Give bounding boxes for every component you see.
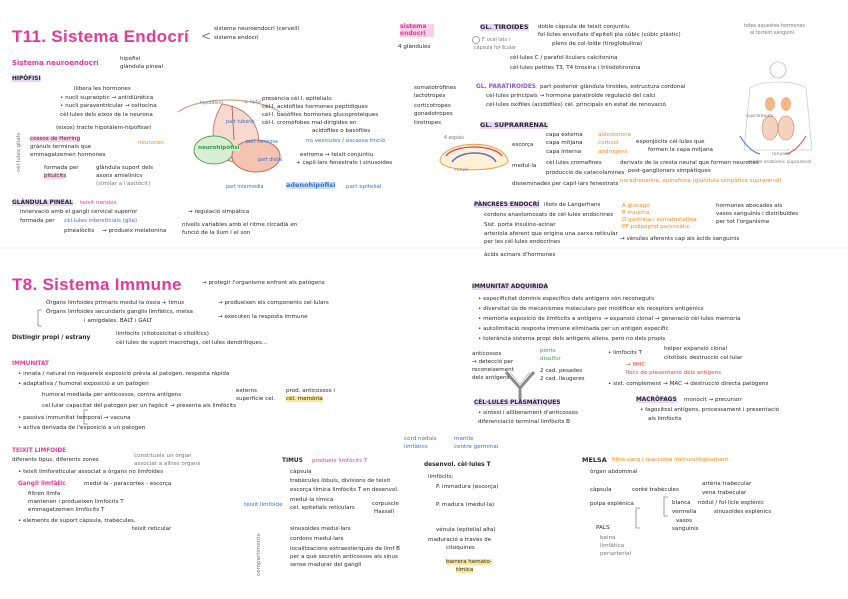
hipo-text-2: • nucli supraòptic → antidiürètica [60,95,154,101]
paratiroides-label: GL. PARATIROIDES [476,84,536,90]
organs-secundaris-2: i amígdales, BALT i GALT [84,318,153,324]
desenvol-4: vénula (epitelial alta) [436,527,496,533]
timus-4c: corpuscle [372,501,399,507]
immunitat-3: humoral mediada per anticossos, contra antígens [42,392,182,398]
panc-text-6: PP polipèptid pancreàtic [622,224,690,230]
immunitat-3d: prod. anticossos i [286,388,335,394]
supra-text-3: capa mitjana [546,140,583,146]
timus-7: localitzacions extraestèriques de limf B [290,546,400,552]
tiroide-text-3: plens de col·loide (tiroglobulina) [552,41,643,47]
adquirida-1: • especificitat dominis específics dels antígens són reconeguts [478,296,654,302]
anticossos-4: dels antígens [472,375,510,381]
pineal-text-3: pinealòcits [64,228,95,234]
adeno-part-label: part epitelial [346,184,382,190]
distingir-label: Distingir propi / estrany [12,335,91,341]
adeno-text-3: cèl·l. basòfiles hormones glucoproteiques [262,112,379,118]
adeno-text-8: + capil·lars fenestrats i sinusoides [296,160,393,166]
tiroide-label: GL. TIROIDES [480,23,529,31]
immunitat-4: cel·lular capacitat del patogen per un fagòcit → presenta als limfòcits [42,403,237,409]
mhc-label: → MHC [626,362,646,368]
desenvol-label: desenvol. cèl·lules T [424,462,491,468]
supra-text-8: cèl·lules cromafines [546,160,602,166]
gangli-3: mantenen i produeixen limfòcits T [28,499,124,505]
neuro-sub1: hipòfisi [120,56,141,62]
adeno-text-7: estroma → teixit conjuntiu [300,152,374,158]
limf-citotoxic: citotòxic destrucció cel·lular [664,355,743,361]
desenvol-2: P. immadura (escorça) [436,484,499,490]
macrofags-label: MACRÒFAGS [636,397,677,403]
hipo-text-4: cèl·lules dels eixos de la neurona [60,112,153,118]
anticossos-3: reconeixement [472,367,514,373]
organs-primaris: Òrgans limfoides primaris medul·la òssia + timus [46,300,185,306]
supra-text-6: formen la capa mitjana [648,147,713,153]
suprarenal-label: GL. SUPRARRENAL [480,121,549,129]
timus-8: per a què secretin anticossos als sinus [290,554,399,560]
limf-helper: helper expansió clonal [664,346,728,352]
desenvol-7: barrera hemato- [446,559,492,565]
gangli-1: medul·la - paracòrtex - escorça [84,481,172,487]
melsa-2b: conté trabècules [632,487,679,493]
tiroide-text-4: F. ocel·lats i [482,38,510,43]
body-figure-illustration [740,62,812,154]
fig-label-ronyo: ronyó [455,168,469,173]
tiroide-text-2: fol·licles envoltats d'epiteli pla cúbic (cúbic plàstic) [538,32,681,38]
melsa-2d: vena trabecular [702,490,747,496]
para-text-2: cèl·lules principals → hormona paratiroide regulació del calci [486,93,656,99]
pineal-text-5: funció de la llum i el son [182,230,251,236]
antibody-illustration [506,372,534,402]
neuro-label: Sistema neuroendocrí [12,59,99,67]
organs-primaris-role: → produeixen els components cel·lulars [218,300,329,306]
t11-title-brace: < [201,29,212,43]
img-label-part-intermedia: part intermèdia [226,185,264,190]
adenohipofisi-label: adenohipòfisi [286,181,336,189]
panc-text-9: per tot l'organisme [716,219,770,225]
plasmatiques-2: diferenciació terminal limfòcits B [478,419,571,425]
melsa-3e: sinusoides esplènics [714,509,772,515]
img-label-part-nerviosa: part nerviosa [246,140,278,145]
t11-title: T11. Sistema Endocrí [12,27,190,46]
thyroid-illustration [473,37,480,44]
timus-2: trabècules lòbuls, divisions de teixit [290,478,391,484]
fig-label-ronyons: ronyons [772,152,791,157]
para-text-1: part posterior glàndula tiroides, estructura cordonal [540,84,686,90]
side-compartiments: compartiments [256,533,262,576]
anticossos-2: → detecció per [472,359,514,365]
timus-4: medul·la tímica [290,497,334,503]
supra-text-10: post-ganglionars simpàtiques [628,168,711,174]
mantle: mantle [454,436,474,442]
hormone-3: corticotropes [414,103,451,109]
teixit-limfoide-1: diferents tipus, diferents zones [12,457,99,463]
sist-complement: • sist. complement → MAC → destrucció directa patògens [608,381,769,387]
panc-text-5: D gastrina / somatostatina [622,217,697,223]
timus-sub: produeix limfòcits T [312,458,368,464]
adquirida-3: • memòria exposició de limfòcits a antígens → expansió clonal → generació cèl·lules memòria [478,316,741,322]
fig-top-1: totes aquestes hormones [744,24,805,29]
img-label-part-tuberal: part tuberal [226,120,255,125]
hipo-text-5: (eixos) tracte hipotàlem-hipofisari [56,125,151,131]
hipo-text-1: llibera les hormones [74,86,131,92]
centre-germinal: centre germinal [454,444,499,450]
panc-text-13: → vénules aferents cap als àcids sanguinis [620,236,740,242]
melsa-pals: PALS [596,525,610,531]
melsa-3d: vermella [672,509,697,515]
organs-secundaris: Òrgans limfoides secundaris ganglis limfàtics, melsa [46,309,193,315]
hipo-text-11: glàndula suport dels [96,165,154,171]
melsa-3f: vasos [676,518,692,524]
immunitat-6: • activa derivada de l'exposició a un patogen [18,425,146,431]
melsa-3b: blanca [672,500,691,506]
adquirida-2: • diversitat ús de mecanismes moleculars per modificar els receptors antigènics [478,306,704,312]
supra-text-4b: androgens [598,149,628,155]
tiroide-text-6: cèl·lules C / parafol·liculars calcitonina [510,55,618,61]
immunitat-5: • passiva immunitat temporal → vacuna [18,415,131,421]
desenvol-5: maduració a través de [428,537,492,543]
melsa-3: polpa esplènica [590,501,634,507]
melsa-2: càpsula [590,487,612,493]
teixit-limfoide-1c: associat a altres òrgans [134,461,201,467]
hormone-5: tirotropes [414,120,442,126]
gangli-6: teixit reticular [132,526,172,532]
immunitat-3e: cèl. memòria [286,396,323,402]
pineal-text-2b: cèl·lules intersticials (glia) [64,218,138,224]
panc-text-8: vasos sanguinis i distribuïdes [716,211,799,217]
timus-9: sense madurar del gangli [290,562,362,568]
hipofisi-label: HIPÒFISI [12,76,41,82]
t11-glandules: 4 glàndules [398,44,431,50]
t8-title: T8. Sistema Immune [12,275,182,294]
timus-5: sinusoides medul·lars [290,526,351,532]
organs-secundaris-role: → executen la resposta immune [218,314,308,320]
para-text-3: cèl·lules oxífiles (acidòfiles) cèl. principals en estat de renovació [486,102,666,108]
melsa-2c: artèria trabecular [702,481,752,487]
hipo-text-6: cossos de Herring [30,136,81,142]
timus-6: cordons medul·lars [290,536,344,542]
neuro-sub2: glàndula pineal [120,64,164,70]
supra-text-2: capa externa [546,132,583,138]
adeno-text-1: presència cèl·l. epitelials: [262,96,333,102]
pineal-text-4: nivells variables amb el ritme circadià en [182,222,298,228]
t8-goal: → protegir l'organisme enfront als patògens [202,280,325,286]
pineal-text-3b: → produeix melatonina [102,228,167,234]
panc-text-10: Sist. porta insulino-acinar [484,222,556,228]
desenvol-8: tímica [456,567,474,573]
disulfur-label: disulfur [540,356,561,362]
timus-4d: Hassall [374,509,394,515]
melsa-6: limfàtica [600,543,625,549]
adeno-text-2: cèl·l. acidòfiles hormones peptídiques [262,104,368,110]
macrofags-sub: monòcit → precursor [684,397,742,403]
tiroide-text-7: cèl·lules petites T3, T4 tiroxina i triiodotironina [510,65,641,71]
side-teixit-limfoide: teixit limfoide [244,502,283,508]
t11-sub2: sistema endocrí [214,35,259,41]
hipo-text-7: grànuls terminals que [30,144,92,150]
anticossos-label: anticossos [472,351,502,357]
img-label-quiasma: q. òptic [244,100,262,105]
pineal-text-1: innervació amb el gangli cervical superior [20,209,138,215]
macrofags-2: als limfòcits [648,416,682,422]
macrofags-1: • fagocitosi antígens, processament i presentació [640,407,780,413]
hipo-text-9: formada per [44,165,79,171]
fig-label-suprarenals: suprarenals [746,114,773,119]
pineal-text-1b: → regulació simpàtica [188,209,250,215]
img-label-neurohipofisi: neurohipòfisi [198,145,240,151]
immunitat-label: IMMUNITAT [12,361,49,367]
gangli-label: Gangli limfàtic [18,481,66,487]
teixit-limfoide-2: • teixit limforeticular associat a òrgans no limfoides [18,469,164,475]
t11-sub1: sistema neuroendocrí (cervell) [214,26,300,32]
distingir-2: cèl·lules de suport macròfags, cèl·lules dendrítiques... [116,340,268,346]
immunitat-3b: externs [236,388,257,394]
panc-text-11: arteriola aferent que origina una xarxa reticular [484,231,618,237]
mhc-text: llocs de presentació dels antígens [626,370,722,376]
melsa-sub: filtra sang i reacciona immunològicament [612,457,729,463]
panc-text-3: A glucagó [622,203,650,209]
timus-3: escorça tímica limfòcits T en desenvol. [290,487,399,493]
melsa-3c: nòdul / fol·licle esplènic [698,500,764,506]
panc-text-4: B insulina [622,210,650,216]
adeno-text-4: cèl·l. cromòfobes mal·dirigides en [262,120,357,126]
desenvol-1: limfòcits: [428,474,454,480]
melsa-1: òrgan abdominal [590,469,638,475]
pineal-label: GLÀNDULA PINEAL [12,200,73,206]
fig-label-model: model anatòmic suprarenal [748,160,812,165]
fig-top-2: al torrent sanguini [750,31,795,36]
adeno-text-5: acidòfiles o basòfiles [312,128,371,134]
timus-label: TIMUS [282,458,303,464]
hipo-text-13: (similar a l'astròcit) [96,181,151,187]
gangli-4: emmagatzemen limfòcits T [28,507,105,513]
immunitat-2: • adaptativa / humoral exposició a un patogen [18,381,149,387]
adquirida-4: • autolimitació resposta immune eliminada per un antigen específic [478,326,669,332]
melsa-7: periarterial [600,551,632,557]
hipo-text-12: axons amielínics [96,173,143,179]
immunitat-adquirida-label: IMMUNITAT ADQUIRIDA [472,284,548,290]
tiroide-text-1: doble càpsula de teixit conjuntiu [538,24,630,30]
adrenal-illustration [440,144,508,170]
gangli-5: • elements de suport càpsula, trabècules, [18,518,136,524]
gangli-2: filtren limfa [28,491,61,497]
img-label-hipotalem: hipotàlem [200,101,224,106]
glial-side-label: cèl·lules glials [16,132,22,172]
img-label-part-distal: part distal [258,158,283,163]
melsa-label: MELSA [582,456,607,464]
pineal-sub: teixit nerviós [80,200,117,206]
hormone-1: somatotròfines [414,85,457,91]
supra-text-7: medul·la [512,163,537,169]
cord-noduls: cord nòduls [404,436,437,442]
cad-pesades: 2 cad. pesades [540,368,583,374]
pancrees-label: PÀNCREES ENDOCRÍ [474,202,540,208]
pineal-text-2: formada per [20,218,55,224]
t11-box-label: sistema endocrí [400,24,434,37]
panc-text-2: cordons anastomosats de cèl·lules endocrines [484,212,614,218]
desenvol-3: P. madura (medul·la) [436,502,495,508]
hipo-text-3: • nucli paraventricular → oxitocina [60,103,157,109]
panc-text-7: hormones abocades als [716,203,783,209]
teixit-limfoide-1b: constitueix un òrgan [134,453,192,459]
supra-text-3b: cortisol [598,140,619,146]
immunitat-1: • innata / natural no requereix exposició prèvia al patogen, resposta ràpida [18,371,230,377]
supra-text-2b: aldosterona [598,132,632,138]
supra-text-14: 4 espais [444,136,464,141]
supra-text-5: esponjòcits cèl·lules que [636,139,705,145]
cord-limfatics: limfàtics [404,444,428,450]
hipo-text-8: emmagatzemen hormones [30,152,106,158]
panc-text-1: illots de Langerhans [544,202,601,208]
plasmatiques-1: • síntesi i alliberament d'anticossos [478,410,578,416]
cad-lleugeres: 2 cad. lleugeres [540,376,585,382]
timus-4b: cel. epitelials reticulars [290,505,355,511]
desenvol-6: citoquines [446,545,475,551]
panc-text-14: àcids acinars d'hormones [484,252,556,258]
supra-text-13: disseminades per capil·lars fenestrats [512,181,619,187]
adeno-text-6: no vesícules / escassa tinció [306,138,386,144]
supra-text-4: capa interna [546,149,582,155]
teixit-limfoide-label: TEIXIT LIMFOIDE [12,448,67,454]
hormone-2: lactotropes [414,93,446,99]
hipo-text-14: neurones [138,140,165,146]
supra-text-9: derivats de la cresta neural que formen neurones [620,160,759,166]
supra-text-12: noradrenalina, epinefrina (glàndula simpàtica suprarenal) [620,178,782,184]
adquirida-5: • tolerància sistema propi dels antígens aliens, però no dels propis [478,336,666,342]
melsa-3g: sanguinis [672,526,699,532]
ponts-label: ponts [540,348,556,354]
supra-text-1: escorça [512,142,534,148]
timus-1: càpsula [290,469,312,475]
supra-text-11: producció de catecolamines [546,170,625,176]
hormone-4: gonadotropes [414,111,453,117]
panc-text-12: per les cèl·lules endocrines [484,239,561,245]
immunitat-3c: superfície cel. [236,396,275,402]
limfocits-t: • limfòcits T [608,350,642,356]
distingir-1: limfòcits (citotoxicitat o citolítics) [116,331,209,337]
melsa-5: beina [600,535,616,541]
plasmatiques-label: CÈL·LULES PLASMÀTIQUES [474,400,561,406]
hipo-text-10: pituïcits [44,173,67,179]
tiroide-text-5: càpsula fol·licular [474,46,517,51]
